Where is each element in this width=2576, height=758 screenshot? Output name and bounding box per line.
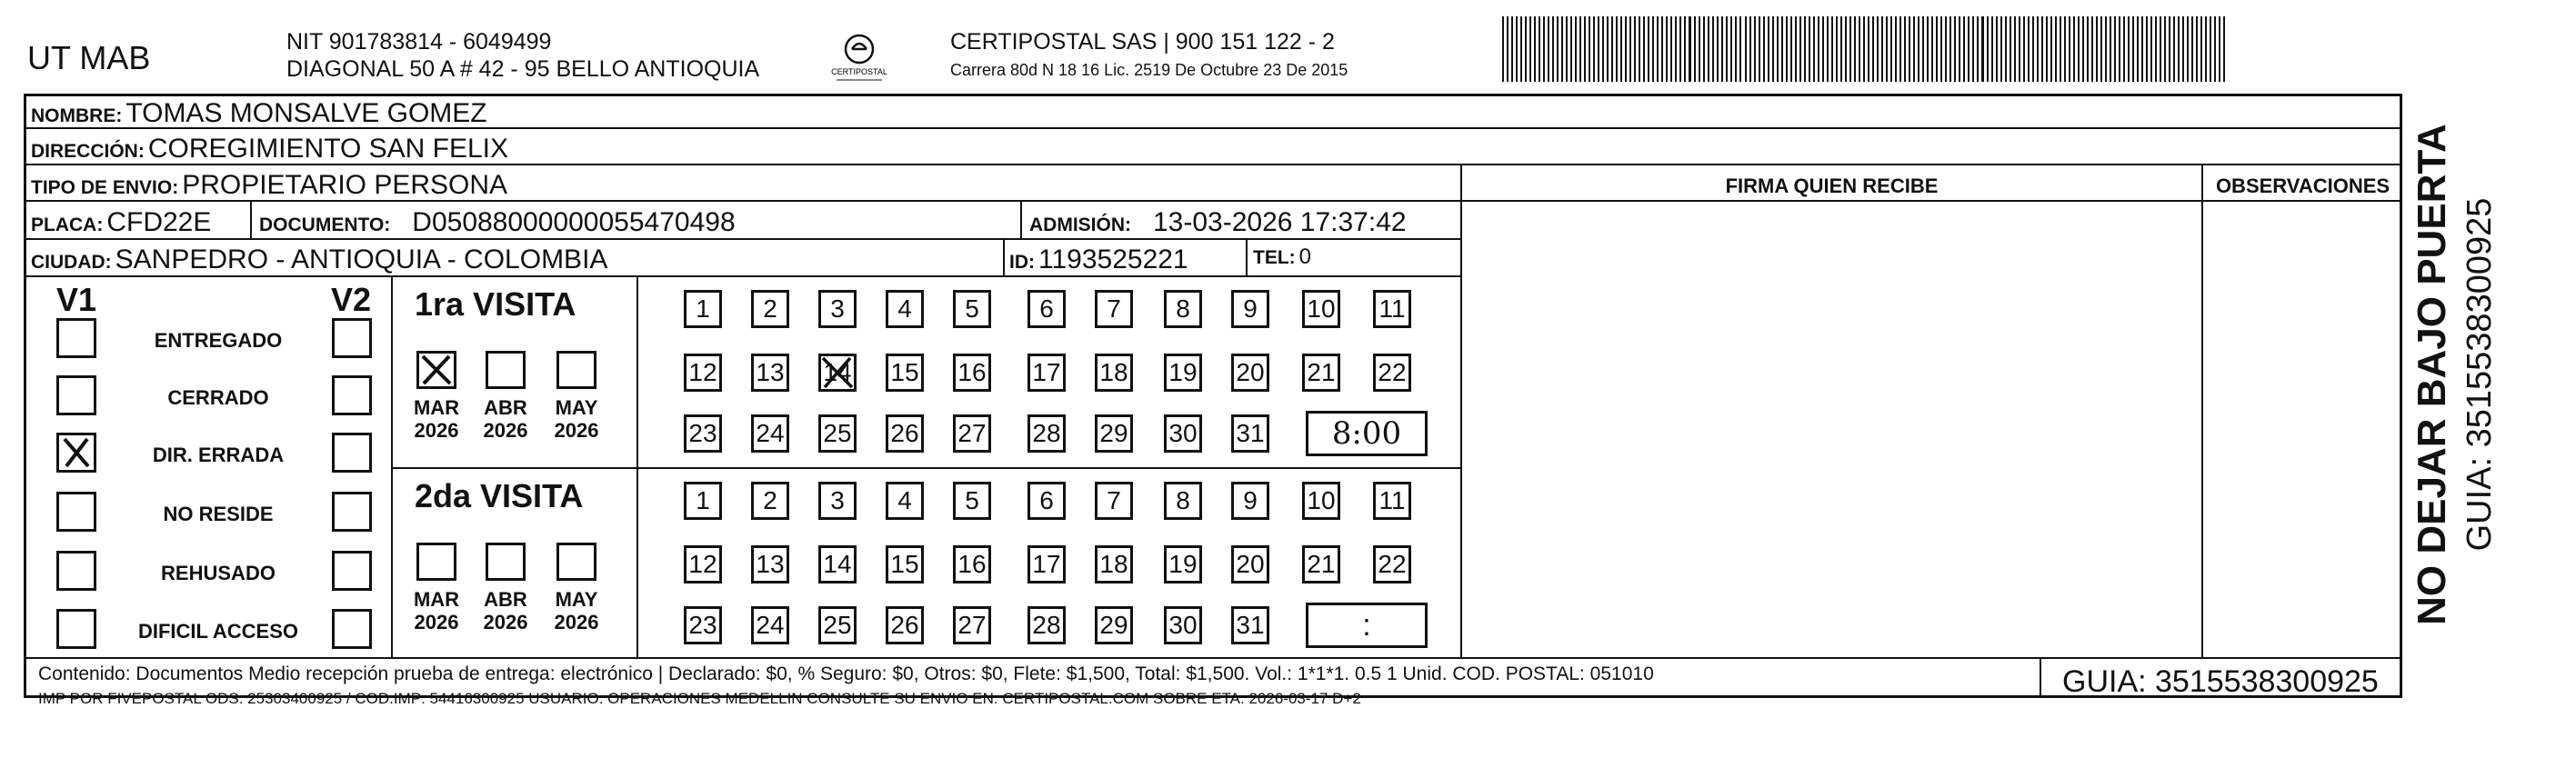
ciudad-value: SANPEDRO - ANTIOQUIA - COLOMBIA — [115, 244, 608, 274]
day-number: 26 — [890, 419, 919, 447]
admision-value: 13-03-2026 17:37:42 — [1153, 207, 1407, 237]
day-number: 22 — [1378, 550, 1407, 578]
tipo-envio-label: TIPO DE ENVIO: — [31, 177, 179, 198]
day-box[interactable] — [1302, 545, 1340, 583]
day-box[interactable] — [1095, 482, 1133, 520]
company-address: DIAGONAL 50 A # 42 - 95 BELLO ANTIOQUIA — [286, 56, 760, 82]
month-label — [475, 588, 536, 634]
day-number: 25 — [823, 611, 852, 639]
visit-title: 1ra VISITA — [415, 285, 576, 323]
month-label — [475, 396, 536, 443]
month-checkbox[interactable] — [416, 543, 456, 581]
day-number: 23 — [688, 611, 717, 639]
day-box[interactable] — [684, 414, 722, 453]
company-name: UT MAB — [27, 39, 151, 76]
month-name: ABR — [484, 588, 527, 611]
footer-divider — [24, 657, 2402, 659]
row-divider — [24, 275, 1460, 277]
row-divider — [24, 238, 1460, 240]
day-box[interactable] — [1027, 545, 1066, 583]
day-number: 27 — [957, 419, 987, 447]
day-box[interactable] — [1373, 290, 1411, 328]
day-number: 15 — [890, 358, 919, 386]
day-number: 29 — [1099, 419, 1128, 447]
month-year: 2026 — [483, 419, 528, 443]
documento-label: DOCUMENTO: — [259, 214, 391, 235]
day-box[interactable] — [751, 482, 789, 520]
day-box[interactable] — [886, 290, 924, 328]
day-box[interactable] — [818, 606, 857, 644]
day-number: 2 — [763, 486, 777, 514]
documento-field — [259, 207, 736, 238]
day-number: 26 — [890, 611, 919, 639]
day-box[interactable] — [886, 606, 924, 644]
day-box[interactable] — [684, 354, 722, 392]
day-box[interactable] — [1164, 606, 1202, 644]
placa-value: CFD22E — [106, 207, 212, 237]
day-number: 25 — [823, 419, 852, 447]
day-box[interactable] — [1095, 606, 1133, 644]
day-number: 28 — [1032, 611, 1061, 639]
day-box[interactable] — [751, 354, 789, 392]
day-box[interactable] — [1164, 545, 1202, 583]
day-box[interactable] — [751, 606, 789, 644]
col-divider — [1020, 200, 1022, 238]
nombre-value: TOMAS MONSALVE GOMEZ — [125, 98, 487, 128]
v1-checkbox[interactable] — [56, 609, 96, 649]
day-number: 7 — [1107, 486, 1121, 514]
month-year: 2026 — [483, 611, 528, 634]
col-divider — [1246, 238, 1248, 275]
day-number: 9 — [1243, 486, 1258, 514]
month-checkbox[interactable] — [486, 543, 526, 581]
day-box[interactable] — [1231, 545, 1269, 583]
month-label — [546, 396, 607, 443]
day-box[interactable] — [1095, 545, 1133, 583]
day-box[interactable] — [886, 354, 924, 392]
status-reason-label: ENTREGADO — [154, 329, 283, 352]
day-number: 2 — [763, 294, 777, 323]
day-number: 21 — [1307, 550, 1336, 578]
day-number: 5 — [965, 294, 979, 323]
day-number: 11 — [1378, 294, 1406, 323]
v1-checkbox[interactable] — [56, 551, 96, 591]
direccion-value: COREGIMIENTO SAN FELIX — [147, 134, 509, 164]
col-divider — [1003, 238, 1005, 275]
tipo-envio-value: PROPIETARIO PERSONA — [182, 170, 508, 200]
day-box[interactable] — [953, 545, 991, 583]
day-box[interactable] — [818, 290, 857, 328]
id-value: 1193525221 — [1038, 244, 1188, 274]
courier-name: CERTIPOSTAL SAS | 900 151 122 - 2 — [950, 29, 1335, 55]
day-number: 30 — [1168, 611, 1198, 639]
visit-time-value: : — [1362, 607, 1371, 643]
day-box[interactable] — [1095, 414, 1133, 453]
day-number: 17 — [1032, 550, 1061, 578]
nombre-field — [31, 98, 487, 129]
day-box[interactable] — [1095, 354, 1133, 392]
day-number: 27 — [957, 611, 987, 639]
visit-time-field[interactable] — [1306, 411, 1428, 456]
day-number: 31 — [1236, 419, 1265, 447]
row-divider — [1460, 200, 2402, 202]
v2-checkbox[interactable] — [332, 318, 372, 358]
company-nit: NIT 901783814 - 6049499 — [286, 29, 552, 55]
status-reason-label: DIR. ERRADA — [152, 444, 285, 466]
tipo-envio-field — [31, 170, 507, 201]
day-box[interactable] — [684, 290, 722, 328]
day-number: 10 — [1307, 486, 1336, 514]
month-name: MAY — [555, 588, 598, 611]
month-name: MAR — [413, 588, 460, 611]
v1-checkbox[interactable] — [56, 492, 96, 532]
day-number: 15 — [890, 550, 919, 578]
day-number: 14 — [823, 550, 852, 578]
no-dejar-notice: NO DEJAR BAJO PUERTA — [2410, 124, 2454, 625]
month-checkbox[interactable] — [416, 351, 456, 389]
id-field — [1009, 244, 1188, 275]
direccion-field — [31, 134, 508, 165]
ciudad-label: CIUDAD: — [31, 252, 112, 273]
month-checkbox[interactable] — [556, 543, 596, 581]
month-year: 2026 — [554, 611, 599, 634]
placa-field — [31, 207, 211, 238]
month-name: ABR — [484, 396, 527, 419]
day-box[interactable] — [886, 482, 924, 520]
day-box[interactable] — [751, 414, 789, 453]
status-reason-label: NO RESIDE — [163, 503, 274, 525]
day-box[interactable] — [1231, 290, 1269, 328]
day-box[interactable] — [953, 482, 991, 520]
day-number: 1 — [696, 294, 710, 323]
visit-divider — [391, 467, 1460, 469]
placa-label: PLACA: — [31, 214, 104, 235]
direccion-label: DIRECCIÓN: — [31, 141, 145, 162]
certipostal-logo — [829, 29, 889, 84]
day-number: 28 — [1032, 419, 1061, 447]
day-box[interactable] — [818, 354, 857, 392]
month-label — [546, 588, 607, 634]
day-box[interactable] — [818, 545, 857, 583]
visit-time-value: 8:00 — [1331, 415, 1402, 452]
day-box[interactable] — [684, 606, 722, 644]
day-number: 18 — [1099, 358, 1128, 386]
id-label: ID: — [1009, 252, 1035, 273]
month-checkbox[interactable] — [486, 351, 526, 389]
day-box[interactable] — [1164, 354, 1202, 392]
admision-field — [1029, 207, 1407, 238]
day-box[interactable] — [684, 545, 722, 583]
day-box[interactable] — [1231, 414, 1269, 453]
day-box[interactable] — [1231, 606, 1269, 644]
v2-checkbox[interactable] — [332, 492, 372, 532]
day-box[interactable] — [1027, 290, 1066, 328]
day-number: 10 — [1307, 294, 1336, 323]
month-name: MAY — [555, 396, 598, 419]
day-number: 13 — [756, 358, 785, 386]
day-number: 1 — [696, 486, 710, 514]
day-number: 16 — [957, 358, 987, 386]
day-number: 8 — [1176, 486, 1190, 514]
visit-time-field[interactable] — [1306, 603, 1428, 648]
day-box[interactable] — [886, 545, 924, 583]
day-number: 31 — [1236, 611, 1265, 639]
day-number: 3 — [830, 486, 845, 514]
guia-number: GUIA: 3515538300925 — [2062, 664, 2379, 699]
day-box[interactable] — [953, 354, 991, 392]
v2-label: V2 — [331, 281, 372, 318]
month-checkbox[interactable] — [556, 351, 596, 389]
v2-checkbox[interactable] — [332, 433, 372, 473]
col-divider — [2201, 164, 2203, 658]
day-number: 12 — [688, 550, 717, 578]
day-box[interactable] — [684, 482, 722, 520]
col-divider — [2040, 657, 2041, 698]
day-box[interactable] — [953, 290, 991, 328]
v1-checkbox[interactable] — [56, 375, 96, 415]
tel-label: TEL: — [1253, 247, 1296, 268]
day-number: 8 — [1176, 294, 1190, 323]
admision-label: ADMISIÓN: — [1029, 214, 1131, 235]
day-number: 14 — [823, 358, 852, 386]
day-box[interactable] — [751, 545, 789, 583]
day-number: 23 — [688, 419, 717, 447]
day-number: 4 — [897, 294, 912, 323]
day-number: 20 — [1236, 358, 1265, 386]
day-box[interactable] — [1373, 482, 1411, 520]
day-box[interactable] — [1231, 354, 1269, 392]
day-number: 5 — [965, 486, 979, 514]
status-reason-label: DIFICIL ACCESO — [137, 620, 298, 643]
x-mark-icon — [59, 435, 94, 470]
day-box[interactable] — [1373, 545, 1411, 583]
col-divider — [391, 275, 393, 658]
v1-checkbox[interactable] — [56, 433, 96, 473]
v1-checkbox[interactable] — [56, 318, 96, 358]
day-number: 9 — [1243, 294, 1258, 323]
day-number: 16 — [957, 550, 987, 578]
month-name: MAR — [413, 396, 460, 419]
day-number: 6 — [1039, 294, 1054, 323]
logo-text: CERTIPOSTAL — [831, 67, 887, 76]
day-number: 21 — [1307, 358, 1336, 386]
day-number: 6 — [1039, 486, 1054, 514]
month-label — [406, 588, 467, 634]
month-year: 2026 — [414, 419, 459, 443]
status-reason-label: REHUSADO — [161, 562, 276, 584]
day-box[interactable] — [1231, 482, 1269, 520]
day-number: 20 — [1236, 550, 1265, 578]
col-divider — [636, 275, 638, 658]
side-notice — [2410, 122, 2537, 627]
day-box[interactable] — [818, 482, 857, 520]
day-box[interactable] — [1164, 414, 1202, 453]
day-number: 13 — [756, 550, 785, 578]
day-number: 12 — [688, 358, 717, 386]
day-number: 19 — [1168, 550, 1198, 578]
side-guia: GUIA: 3515538300925 — [2461, 197, 2499, 552]
firma-header: FIRMA QUIEN RECIBE — [1725, 175, 1939, 197]
day-number: 30 — [1168, 419, 1198, 447]
documento-value: D05088000000055470498 — [412, 207, 736, 237]
tel-value: 0 — [1298, 244, 1312, 269]
day-box[interactable] — [1302, 354, 1340, 392]
day-number: 17 — [1032, 358, 1061, 386]
day-box[interactable] — [1373, 354, 1411, 392]
day-box[interactable] — [1027, 482, 1066, 520]
day-box[interactable] — [751, 290, 789, 328]
x-mark-icon — [419, 354, 454, 386]
day-box[interactable] — [953, 414, 991, 453]
status-reason-label: CERRADO — [167, 386, 269, 409]
day-number: 19 — [1168, 358, 1198, 386]
day-box[interactable] — [1164, 482, 1202, 520]
footer-content-line: Contenido: Documentos Medio recepción prueba de entrega: electrónico | Declarado: $0, % Seguro: $0, Otros: $0, Flete: $1,500, Total: $1,500. Vol.: 1*1*1. 0.5 1 Unid. COD. POSTAL: 051010 — [38, 663, 1654, 684]
day-box[interactable] — [886, 414, 924, 453]
month-year: 2026 — [554, 419, 599, 443]
day-box[interactable] — [1027, 414, 1066, 453]
day-number: 11 — [1378, 486, 1406, 514]
month-year: 2026 — [414, 611, 459, 634]
day-box[interactable] — [953, 606, 991, 644]
month-label — [406, 396, 467, 443]
day-number: 3 — [830, 294, 845, 323]
v2-checkbox[interactable] — [332, 551, 372, 591]
v1-label: V1 — [56, 281, 97, 318]
day-number: 18 — [1099, 550, 1128, 578]
courier-license: Carrera 80d N 18 16 Lic. 2519 De Octubre 23 De 2015 — [950, 61, 1348, 79]
footer-print-line: IMP POR FIVEPOSTAL ODS: 25303400925 / COD.IMP: 54416300925 USUARIO: OPERACIONES MEDELLIN CONSULTE SU ENVIO EN: CERTIPOSTAL.COM SOBRE ETA: 2026-03-17 D+2 — [38, 690, 1361, 707]
col-divider — [250, 200, 252, 238]
day-box[interactable] — [1302, 482, 1340, 520]
v2-checkbox[interactable] — [332, 609, 372, 649]
day-number: 22 — [1378, 358, 1407, 386]
day-box[interactable] — [1164, 290, 1202, 328]
nombre-label: NOMBRE: — [31, 105, 123, 126]
tel-field — [1253, 244, 1311, 270]
day-box[interactable] — [1302, 290, 1340, 328]
day-box[interactable] — [1027, 354, 1066, 392]
day-number: 24 — [756, 611, 785, 639]
x-mark-icon — [819, 354, 856, 391]
observaciones-header: OBSERVACIONES — [2215, 175, 2391, 197]
ciudad-field — [31, 244, 607, 275]
col-divider — [1460, 164, 1462, 658]
day-box[interactable] — [1027, 606, 1066, 644]
day-number: 4 — [897, 486, 912, 514]
visit-title: 2da VISITA — [415, 477, 584, 514]
day-number: 24 — [756, 419, 785, 447]
day-box[interactable] — [818, 414, 857, 453]
day-box[interactable] — [1095, 290, 1133, 328]
barcode — [1500, 16, 2228, 82]
day-number: 29 — [1099, 611, 1128, 639]
v2-checkbox[interactable] — [332, 375, 372, 415]
day-number: 7 — [1107, 294, 1121, 323]
